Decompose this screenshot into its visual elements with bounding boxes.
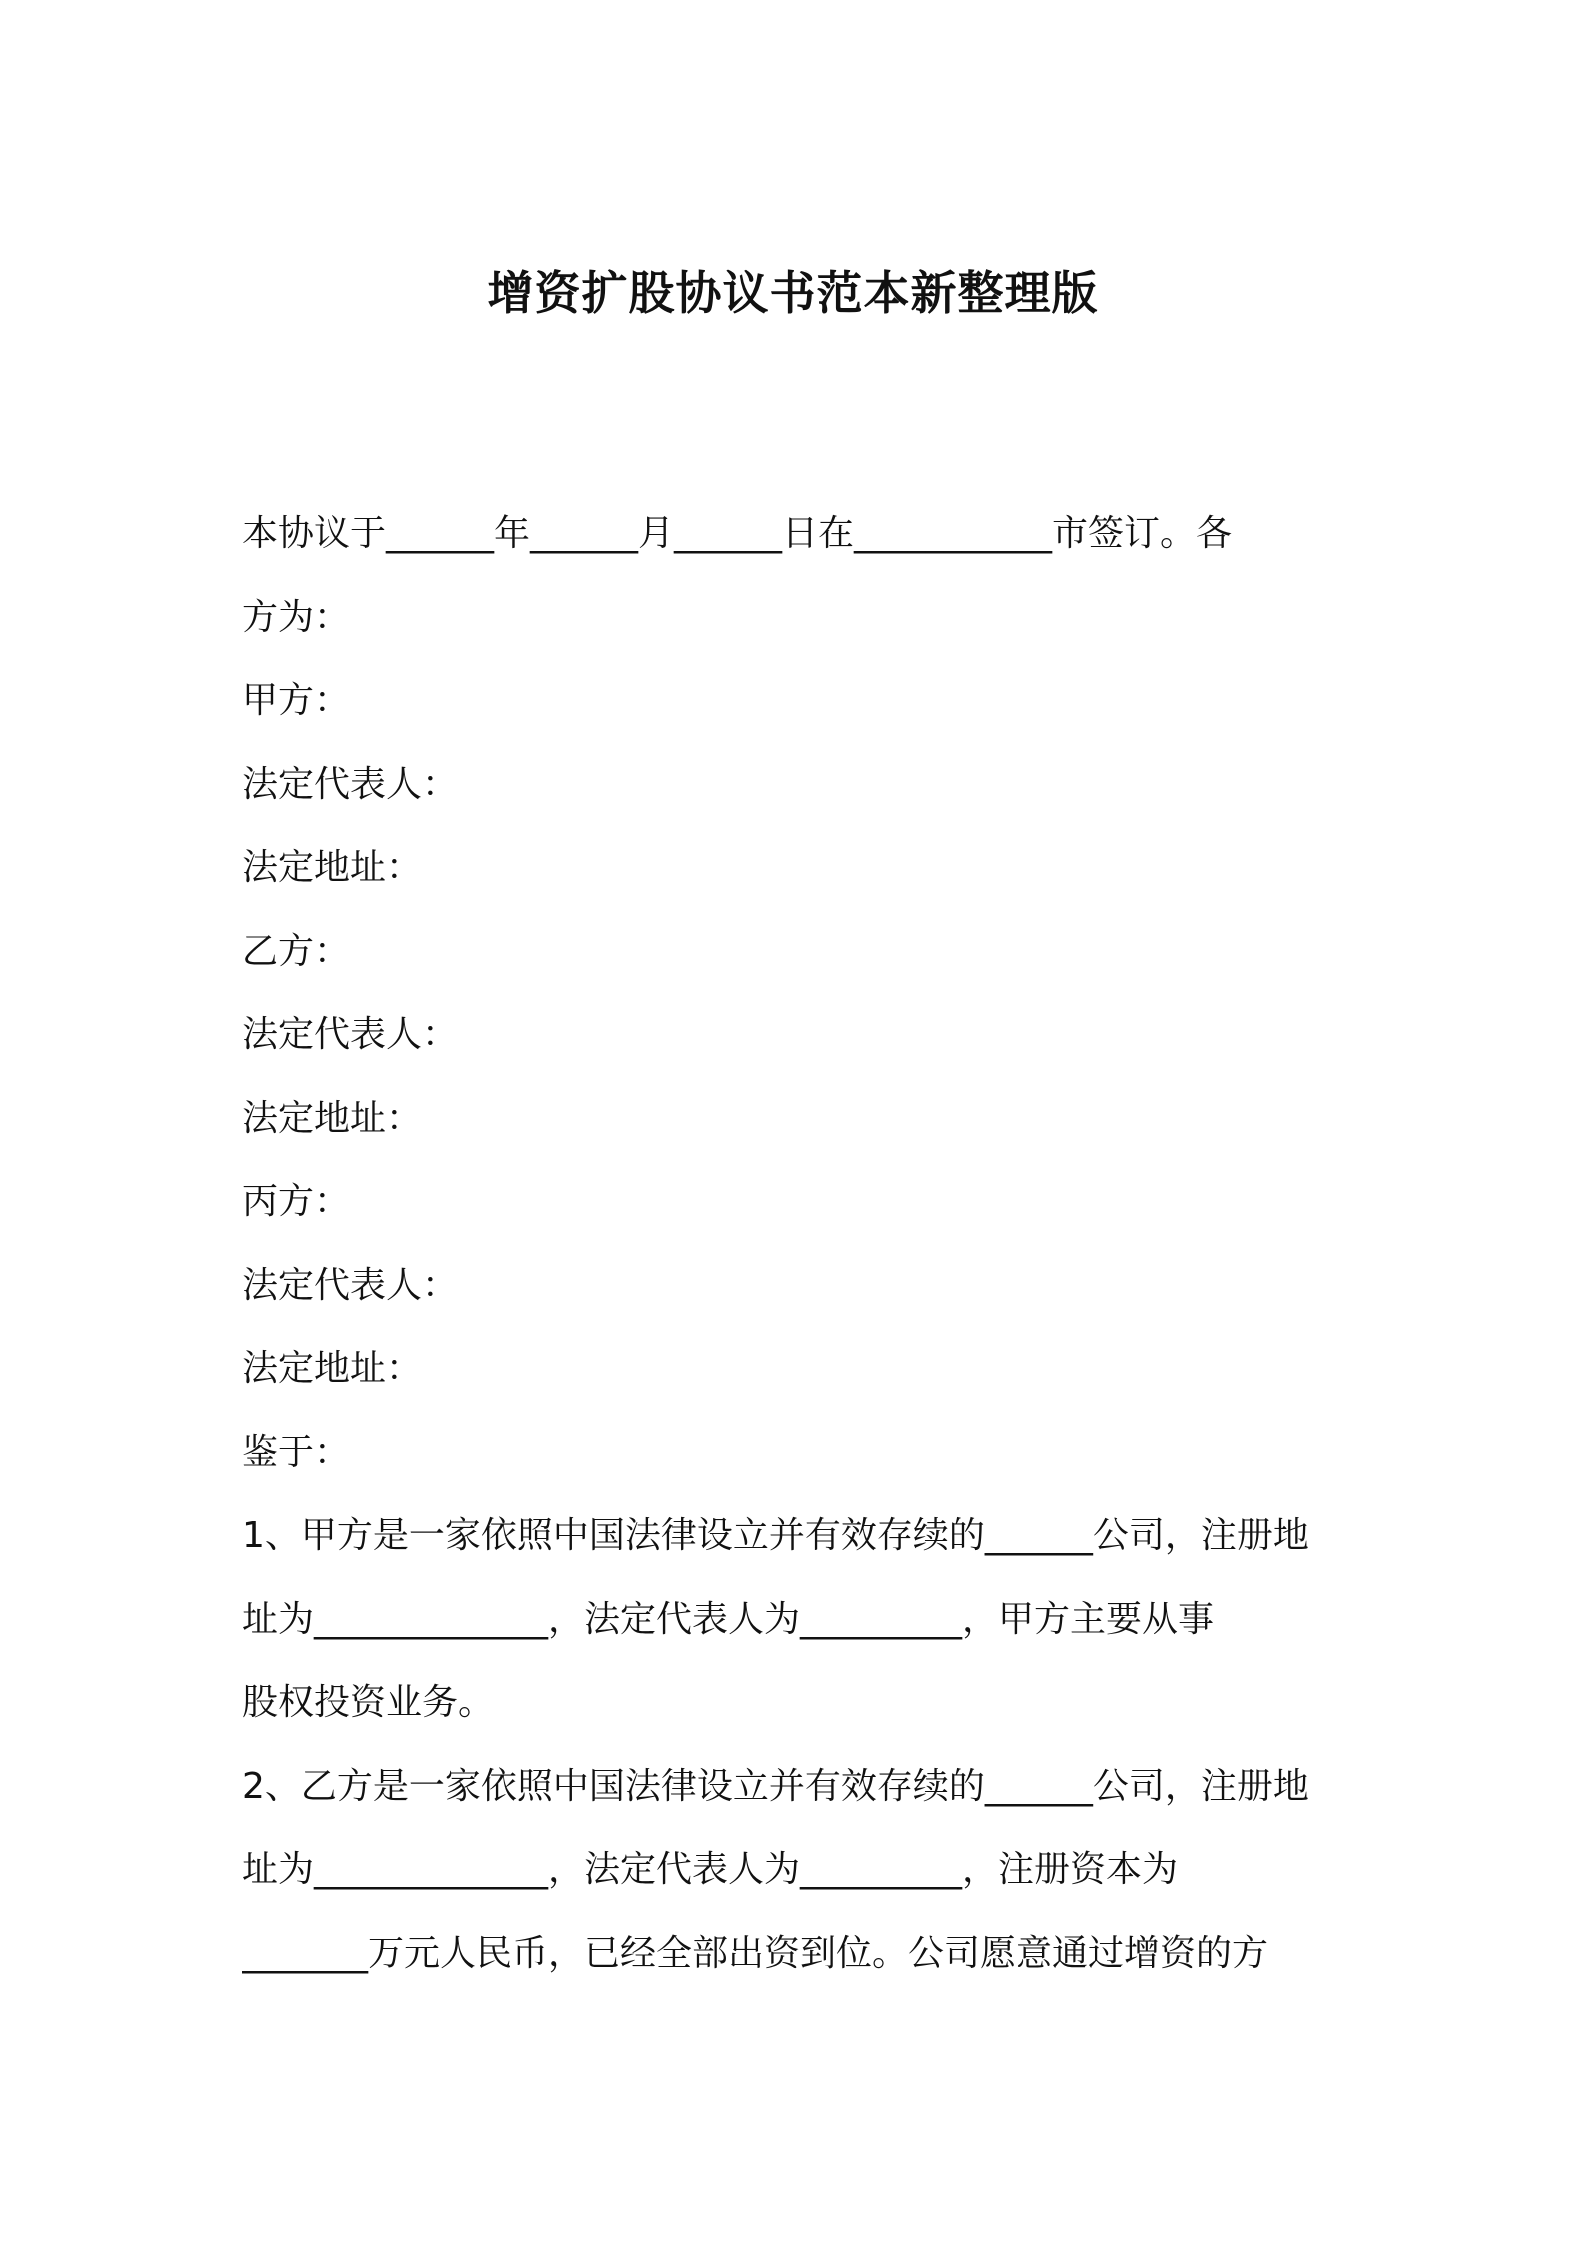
- document-title: 增资扩股协议书范本新整理版: [487, 266, 1099, 320]
- body-line: 方为：: [242, 596, 351, 638]
- party-b-address: 法定地址：: [242, 1097, 423, 1139]
- clause-2-line: 址为_____________，法定代表人为_________，注册资本为: [242, 1849, 1179, 1890]
- clause-1-line: 1、甲方是一家依照中国法律设立并有效存续的______公司，注册地: [242, 1515, 1309, 1556]
- document-body: [242, 492, 1362, 1995]
- party-a-representative: 法定代表人：: [242, 763, 459, 805]
- party-b-label: 乙方：: [242, 930, 351, 972]
- clause-2-line: 2、乙方是一家依照中国法律设立并有效存续的______公司，注册地: [242, 1765, 1309, 1807]
- party-c-representative: 法定代表人：: [242, 1264, 459, 1306]
- party-a-address: 法定地址：: [242, 847, 423, 888]
- clause-1-line: 址为_____________，法定代表人为_________，甲方主要从事: [242, 1598, 1215, 1640]
- party-a-label: 甲方：: [242, 680, 351, 721]
- clause-1-line: 股权投资业务。: [242, 1682, 495, 1723]
- party-c-label: 丙方：: [242, 1181, 351, 1222]
- clause-2-line: _______万元人民币，已经全部出资到位。公司愿意通过增资的方: [242, 1932, 1269, 1974]
- whereas-heading: 鉴于：: [242, 1431, 351, 1473]
- party-c-address: 法定地址：: [242, 1348, 423, 1389]
- body-line: 本协议于______年______月______日在___________市签订。各: [242, 513, 1233, 554]
- party-b-representative: 法定代表人：: [242, 1014, 459, 1055]
